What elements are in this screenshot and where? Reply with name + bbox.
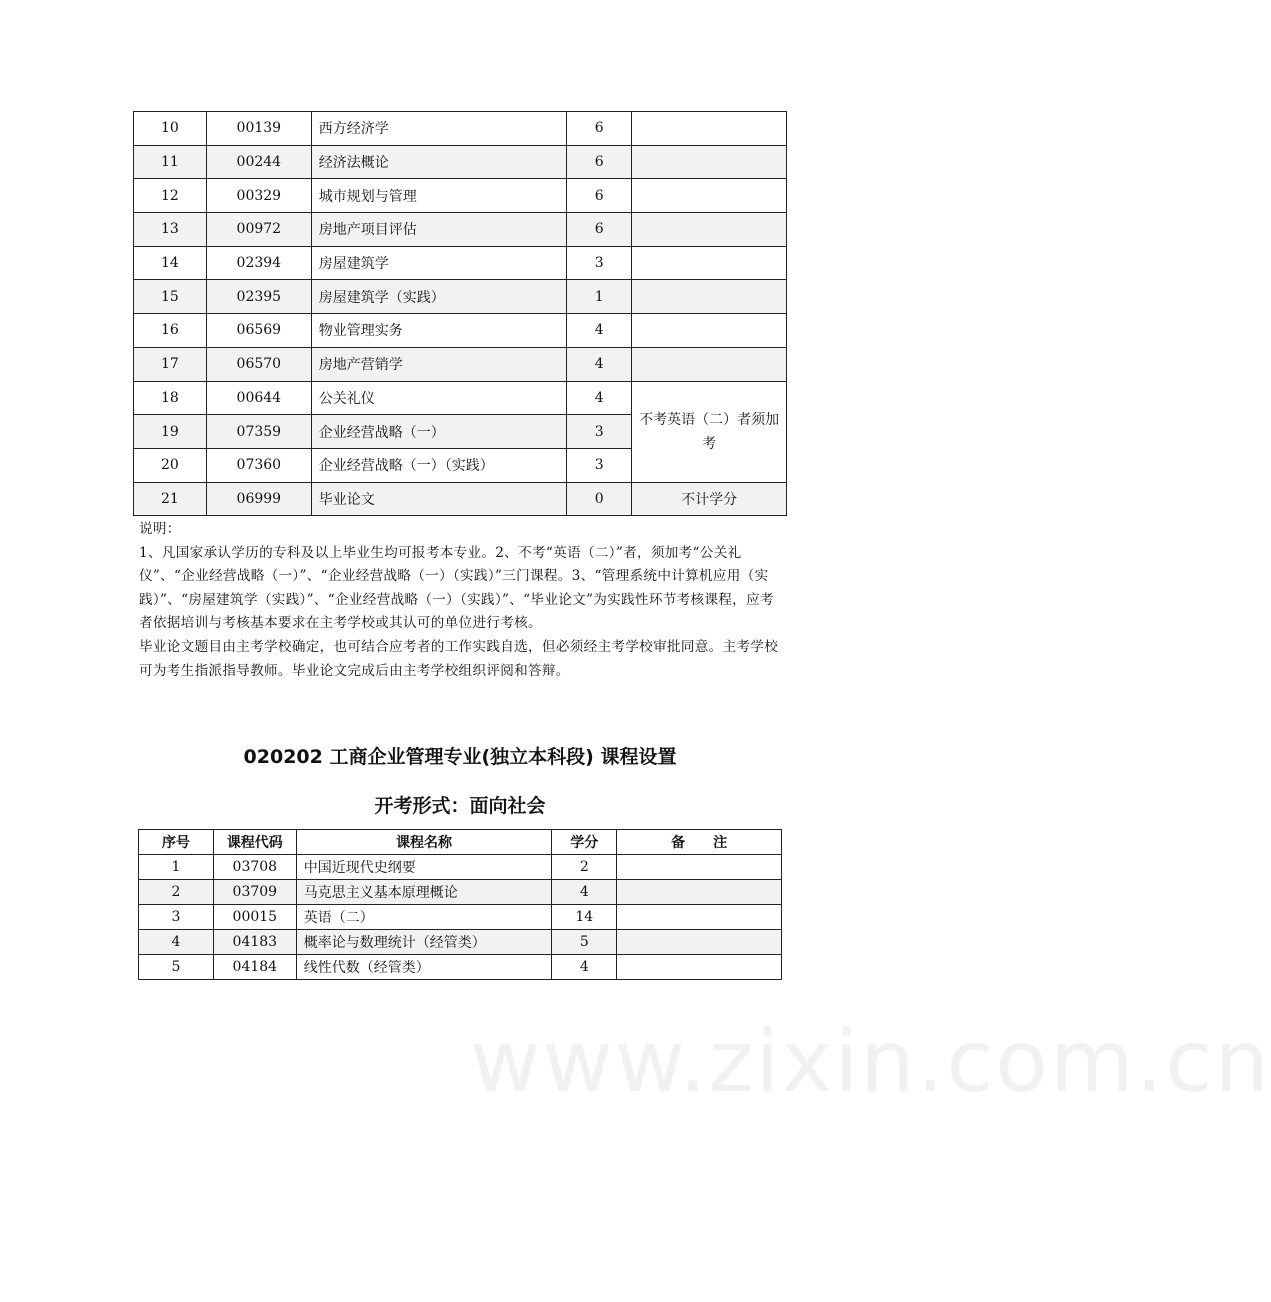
- cell-code: 04184: [213, 955, 296, 980]
- cell-name: 房地产项目评估: [311, 213, 567, 247]
- table-row: [134, 280, 787, 314]
- table-row: [134, 381, 787, 415]
- cell-credit: 3: [567, 415, 632, 449]
- cell-credit: 6: [567, 112, 632, 146]
- cell-no: 15: [134, 280, 207, 314]
- table-row: [134, 482, 787, 516]
- table-row: [139, 930, 782, 955]
- cell-note: [617, 855, 782, 880]
- cell-code: 04183: [213, 930, 296, 955]
- cell-code: 00644: [206, 381, 311, 415]
- notes-paragraph-1: 1、凡国家承认学历的专科及以上毕业生均可报考本专业。2、不考“英语（二）”者，须加考“公关礼仪”、“企业经营战略（一）”、“企业经营战略（一）（实践）”三门课程。3、“管理系统中计算机应用（实践）”、“房屋建筑学（实践）”、“企业经营战略（一）（实践）”、“毕业论文”为实践性环节考核课程，应考者依据培训与考核基本要求在主考学校或其认可的单位进行考核。: [139, 544, 774, 632]
- cell-name: 房地产营销学: [311, 347, 567, 381]
- header-no: 序号: [139, 830, 214, 855]
- cell-no: 4: [139, 930, 214, 955]
- cell-code: 06569: [206, 314, 311, 348]
- section-subtitle: 开考形式：面向社会: [374, 795, 546, 817]
- cell-note: [632, 112, 787, 146]
- cell-name: 中国近现代史纲要: [296, 855, 552, 880]
- cell-name: 线性代数（经管类）: [296, 955, 552, 980]
- cell-code: 00244: [206, 145, 311, 179]
- cell-no: 21: [134, 482, 207, 516]
- notes-heading: 说明：: [139, 521, 181, 537]
- cell-credit: 6: [567, 213, 632, 247]
- cell-code: 03708: [213, 855, 296, 880]
- cell-note: [632, 246, 787, 280]
- cell-code: 07360: [206, 448, 311, 482]
- cell-note: [632, 347, 787, 381]
- cell-name: 毕业论文: [311, 482, 567, 516]
- table-row: [134, 213, 787, 247]
- cell-no: 11: [134, 145, 207, 179]
- cell-credit: 1: [567, 280, 632, 314]
- header-name: 课程名称: [296, 830, 552, 855]
- cell-code: 02394: [206, 246, 311, 280]
- cell-name: 房屋建筑学: [311, 246, 567, 280]
- cell-no: 17: [134, 347, 207, 381]
- cell-code: 00015: [213, 905, 296, 930]
- table-row: [139, 880, 782, 905]
- cell-note: [632, 314, 787, 348]
- cell-note: [632, 280, 787, 314]
- header-credit: 学分: [552, 830, 617, 855]
- cell-no: 14: [134, 246, 207, 280]
- cell-no: 13: [134, 213, 207, 247]
- table-row: [139, 855, 782, 880]
- cell-name: 房屋建筑学（实践）: [311, 280, 567, 314]
- cell-name: 马克思主义基本原理概论: [296, 880, 552, 905]
- cell-no: 10: [134, 112, 207, 146]
- cell-note: [617, 955, 782, 980]
- course-table-2: [138, 829, 782, 980]
- cell-credit: 2: [552, 855, 617, 880]
- cell-credit: 0: [567, 482, 632, 516]
- cell-note: [632, 213, 787, 247]
- cell-credit: 4: [567, 381, 632, 415]
- merged-note-cell: 不考英语（二）者须加考: [632, 381, 787, 482]
- table-row: [134, 179, 787, 213]
- cell-name: 企业经营战略（一）: [311, 415, 567, 449]
- table-row: [134, 347, 787, 381]
- table-row: [134, 112, 787, 146]
- cell-no: 20: [134, 448, 207, 482]
- cell-credit: 4: [567, 347, 632, 381]
- header-note: 备 注: [617, 830, 782, 855]
- cell-name: 英语（二）: [296, 905, 552, 930]
- cell-no: 16: [134, 314, 207, 348]
- cell-credit: 6: [567, 179, 632, 213]
- table-row: [139, 955, 782, 980]
- cell-code: 02395: [206, 280, 311, 314]
- cell-note: [632, 179, 787, 213]
- cell-name: 概率论与数理统计（经管类）: [296, 930, 552, 955]
- table-row: [134, 246, 787, 280]
- cell-code: 00972: [206, 213, 311, 247]
- table-header-row: [139, 830, 782, 855]
- cell-no: 3: [139, 905, 214, 930]
- cell-no: 1: [139, 855, 214, 880]
- cell-name: 公关礼仪: [311, 381, 567, 415]
- header-code: 课程代码: [213, 830, 296, 855]
- cell-no: 12: [134, 179, 207, 213]
- cell-name: 经济法概论: [311, 145, 567, 179]
- cell-no: 19: [134, 415, 207, 449]
- cell-note: [617, 905, 782, 930]
- cell-code: 07359: [206, 415, 311, 449]
- section-title: 020202 工商企业管理专业(独立本科段) 课程设置: [243, 746, 677, 768]
- cell-note: 不计学分: [632, 482, 787, 516]
- cell-code: 06999: [206, 482, 311, 516]
- cell-credit: 3: [567, 246, 632, 280]
- watermark: www.zixin.com.cn: [470, 1012, 1271, 1112]
- cell-code: 00329: [206, 179, 311, 213]
- cell-code: 03709: [213, 880, 296, 905]
- cell-name: 城市规划与管理: [311, 179, 567, 213]
- cell-credit: 6: [567, 145, 632, 179]
- cell-code: 06570: [206, 347, 311, 381]
- notes-section: [139, 518, 784, 683]
- cell-credit: 14: [552, 905, 617, 930]
- table-row: [139, 905, 782, 930]
- cell-credit: 4: [552, 880, 617, 905]
- cell-no: 18: [134, 381, 207, 415]
- cell-code: 00139: [206, 112, 311, 146]
- cell-credit: 3: [567, 448, 632, 482]
- cell-name: 物业管理实务: [311, 314, 567, 348]
- cell-note: [617, 930, 782, 955]
- cell-credit: 4: [567, 314, 632, 348]
- table-row: [134, 314, 787, 348]
- cell-note: [632, 145, 787, 179]
- course-table-1: [133, 111, 787, 516]
- cell-no: 2: [139, 880, 214, 905]
- cell-credit: 5: [552, 930, 617, 955]
- cell-name: 西方经济学: [311, 112, 567, 146]
- cell-name: 企业经营战略（一）（实践）: [311, 448, 567, 482]
- cell-note: [617, 880, 782, 905]
- cell-credit: 4: [552, 955, 617, 980]
- notes-paragraph-2: 毕业论文题目由主考学校确定，也可结合应考者的工作实践自选，但必须经主考学校审批同意。主考学校可为考生指派指导教师。毕业论文完成后由主考学校组织评阅和答辩。: [139, 638, 779, 679]
- cell-no: 5: [139, 955, 214, 980]
- table-row: [134, 145, 787, 179]
